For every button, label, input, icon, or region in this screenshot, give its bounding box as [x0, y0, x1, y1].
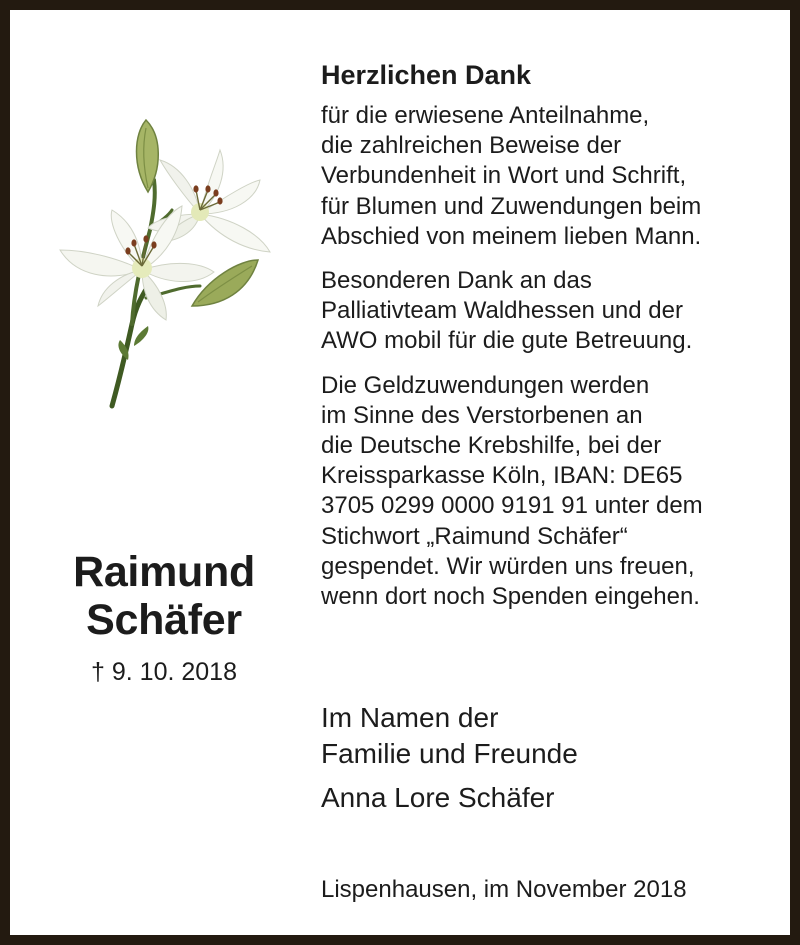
lily-flower-image	[50, 110, 280, 415]
thanks-paragraph-sympathy: für die erwiesene Anteilnahme, die zahlreichen Beweise der Verbundenheit in Wort und Schrift, für Blumen und Zuwendungen beim Abschied von meinem lieben Mann.	[321, 102, 702, 250]
deceased-first-name: Raimund	[73, 548, 255, 596]
closing-line-1: Im Namen der	[321, 702, 499, 733]
thanks-section	[321, 58, 791, 626]
death-date: † 9. 10. 2018	[91, 658, 237, 686]
closing-line-2: Familie und Freunde	[321, 738, 578, 769]
signer-name: Anna Lore Schäfer	[321, 782, 555, 813]
thanks-heading: Herzlichen Dank	[321, 60, 532, 90]
deceased-last-name: Schäfer	[86, 596, 242, 644]
deceased-name	[40, 548, 288, 644]
closing-block	[321, 700, 791, 816]
place-date: Lispenhausen, im November 2018	[321, 876, 687, 903]
thanks-paragraph-care-team: Besonderen Dank an das Palliativteam Waldhessen und der AWO mobil für die gute Betreuung.	[321, 267, 693, 355]
thanks-paragraph-donations: Die Geldzuwendungen werden im Sinne des Verstorbenen an die Deutsche Krebshilfe, bei der Kreissparkasse Köln, IBAN: DE65 3705 0299 0000 9191 91 unter dem Stichwort „Raimund Schäfer“ gespendet. Wir würden uns freuen, wenn dort noch Spenden eingehen.	[321, 371, 703, 611]
